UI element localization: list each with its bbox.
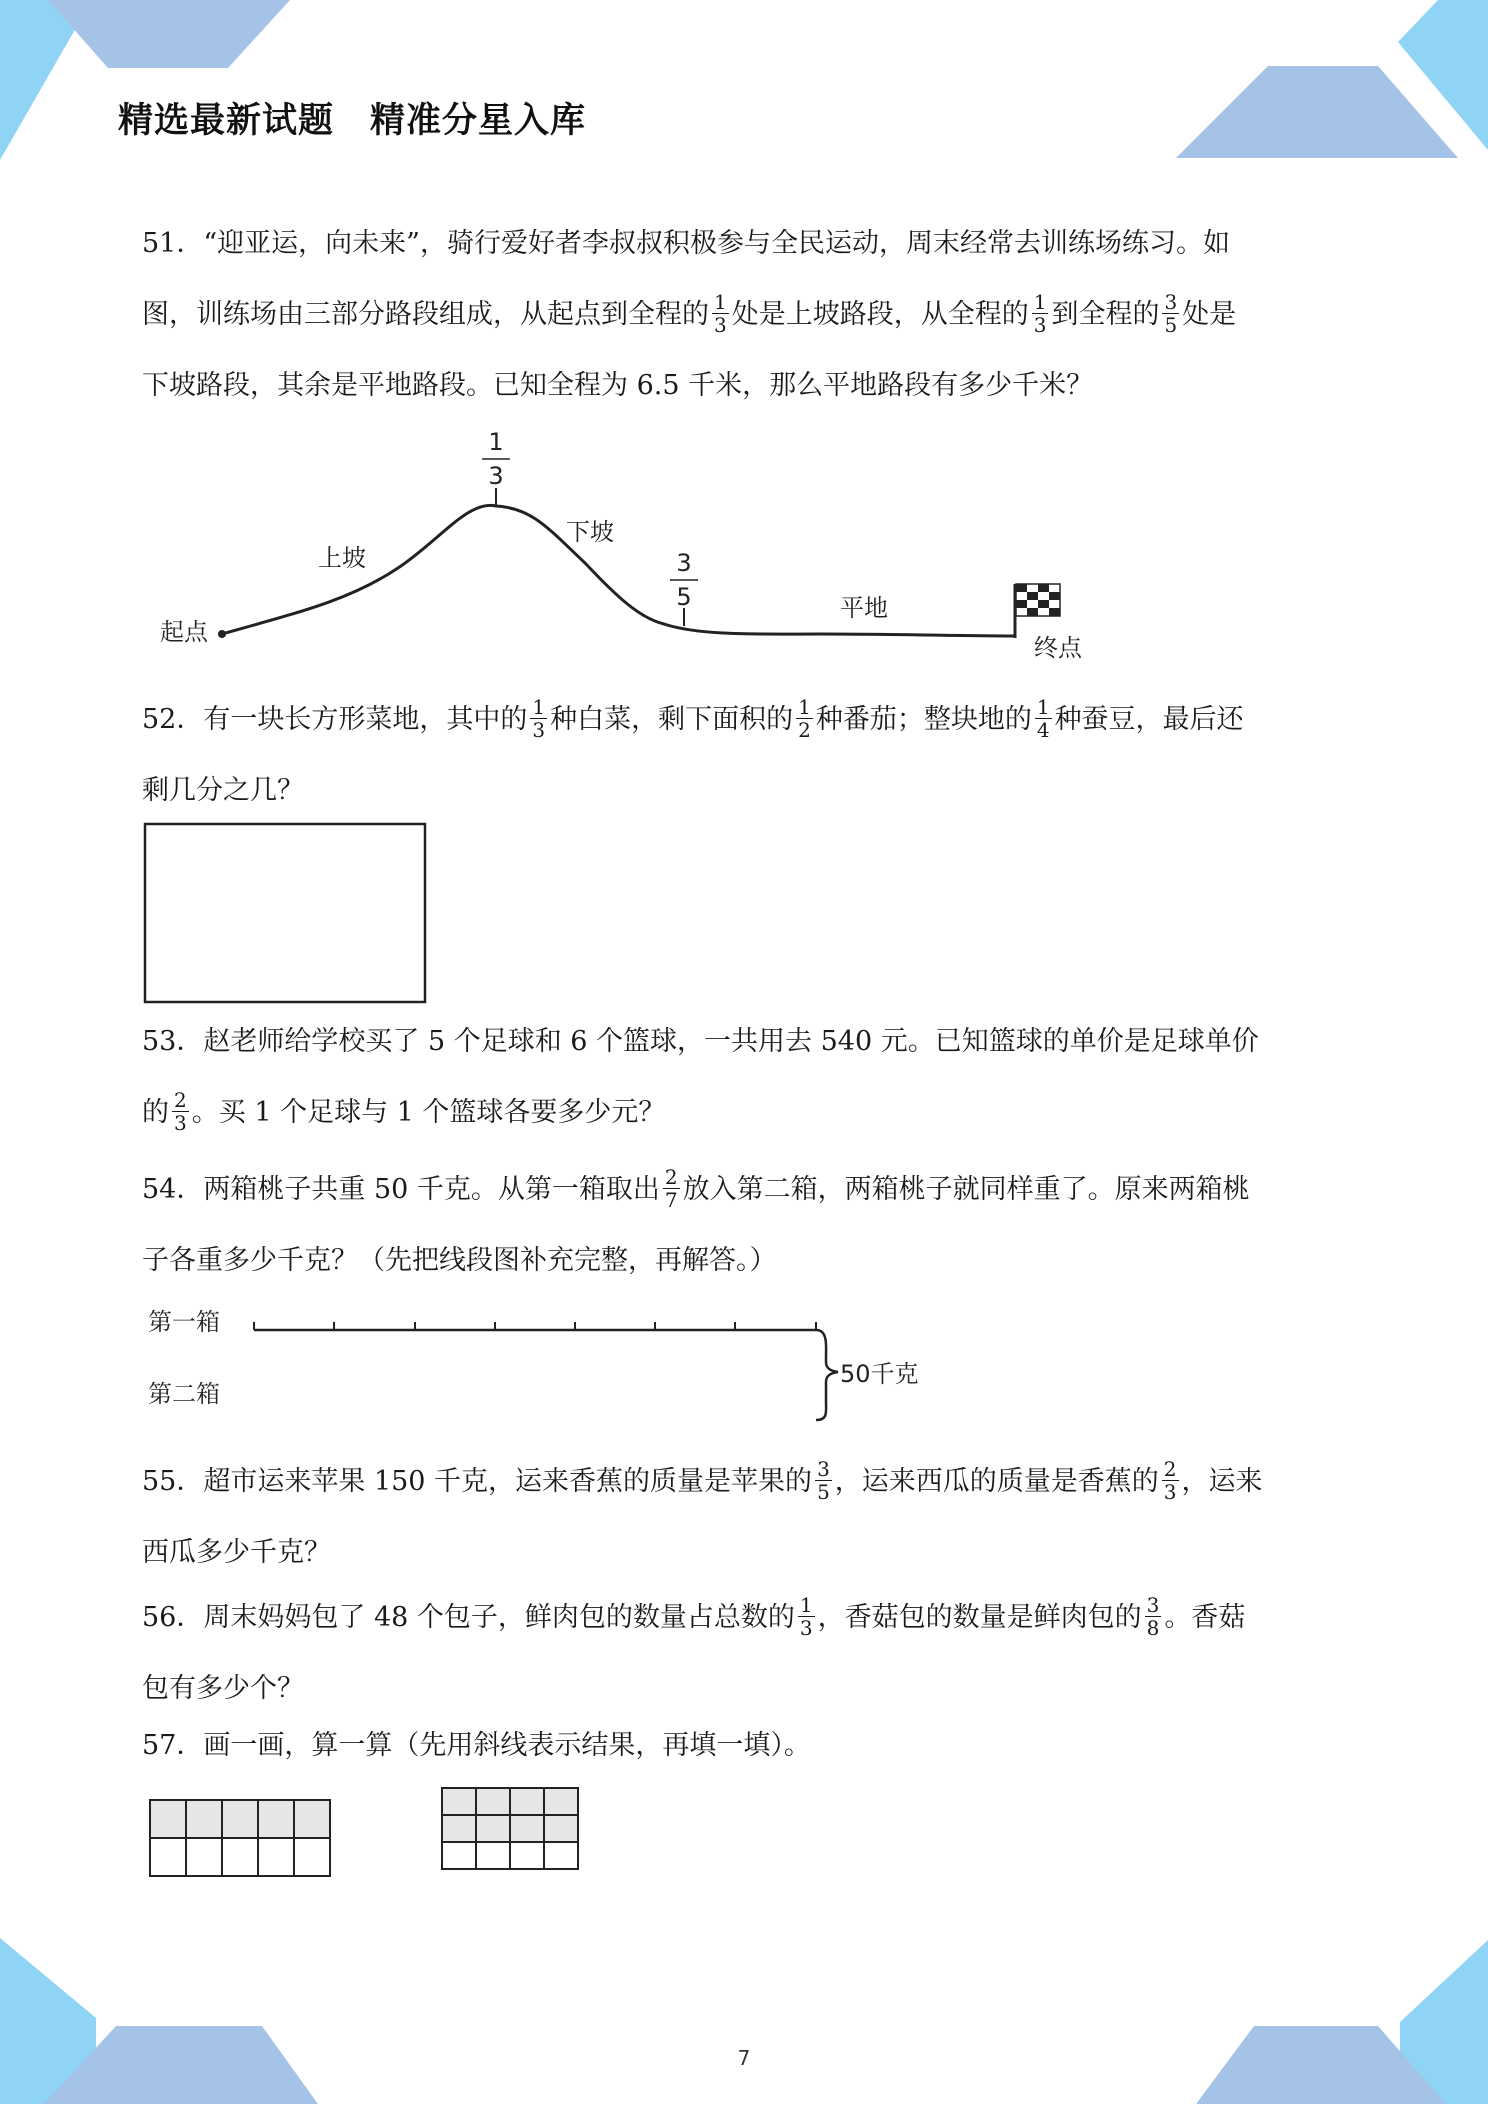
finish-label: 终点 (1034, 634, 1082, 662)
flat-label: 平地 (840, 594, 888, 622)
fraction: $\frac{2}{3}$ (1163, 1457, 1177, 1504)
fraction: $\frac{2}{3}$ (174, 1088, 187, 1135)
question-56-line-1: 56．周末妈妈包了 48 个包子，鲜肉包的数量占总数的 $\frac{1}{3}$ ，香菇包的数量是鲜肉包的 $\frac{3}{8}$ 。香菇 (142, 1593, 1246, 1640)
fraction: $\frac{1}{2}$ (798, 695, 811, 742)
peak-fraction-numerator: 1 (488, 428, 504, 456)
fraction: $\frac{1}{4}$ (1036, 695, 1050, 742)
question-53-line-1: 53．赵老师给学校买了 5 个足球和 6 个篮球，一共用去 540 元。已知篮球的单价是足球单价 (142, 1026, 1259, 1057)
top-right-mid-trapezoid (1176, 66, 1458, 158)
fraction: $\frac{2}{7}$ (664, 1165, 678, 1212)
box-two-label: 第二箱 (148, 1380, 220, 1408)
fraction: $\frac{3}{5}$ (1164, 290, 1178, 337)
question-53-line-2: 的 $\frac{2}{3}$ 。买 1 个足球与 1 个篮球各要多少元？ (142, 1088, 666, 1135)
start-label: 起点 (160, 618, 208, 646)
fraction: $\frac{3}{5}$ (817, 1457, 830, 1504)
question-52-line-2: 剩几分之几？ (142, 775, 304, 806)
question-55-line-1: 55．超市运来苹果 150 千克，运来香蕉的质量是苹果的 $\frac{3}{5}$ ，运来西瓜的质量是香蕉的 $\frac{2}{3}$ ，运来 (142, 1457, 1263, 1504)
downhill-label: 下坡 (566, 518, 614, 546)
question-52-line-1: 52．有一块长方形菜地，其中的 $\frac{1}{3}$ 种白菜，剩下面积的 $\frac{1}{2}$ 种番茄；整块地的 $\frac{1}{4}$ 种蚕豆，最后还 (142, 695, 1244, 742)
question-54-line-2: 子各重多少千克？（先把线段图补充完整，再解答。） (142, 1245, 777, 1276)
question-55-line-2: 西瓜多少千克？ (142, 1537, 331, 1568)
question-54-line-1: 54．两箱桃子共重 50 千克。从第一箱取出 $\frac{2}{7}$ 放入第二箱，两箱桃子就同样重了。原来两箱桃 (142, 1165, 1250, 1212)
fraction: $\frac{3}{8}$ (1146, 1593, 1160, 1640)
question-56-line-2: 包有多少个？ (142, 1673, 304, 1704)
fraction: $\frac{1}{3}$ (799, 1593, 813, 1640)
fraction: $\frac{1}{3}$ (714, 290, 727, 337)
downhill-fraction-numerator: 3 (676, 549, 692, 577)
downhill-fraction-denominator: 5 (676, 583, 692, 611)
question-57-line-1: 57．画一画，算一算（先用斜线表示结果，再填一填）。 (142, 1730, 811, 1761)
question-51-line-2: 图，训练场由三部分路段组成，从起点到全程的 $\frac{1}{3}$ 处是上坡路段，从全程的 $\frac{1}{3}$ 到全程的 $\frac{3}{5}$ 处是 (142, 290, 1237, 337)
question-51-line-3: 下坡路段，其余是平地路段。已知全程为 6.5 千米，那么平地路段有多少千米？ (142, 370, 1094, 401)
uphill-label: 上坡 (318, 544, 366, 572)
peak-fraction-denominator: 3 (488, 462, 504, 490)
top-left-mid-band (48, 0, 290, 68)
header-title: 精选最新试题 精准分星入库 (118, 101, 587, 141)
fraction: $\frac{1}{3}$ (1033, 290, 1047, 337)
question-51-line-1: 51．“迎亚运，向未来”，骑行爱好者李叔叔积极参与全民运动，周末经常去训练场练习。如 (142, 228, 1230, 259)
total-weight-label: 50千克 (840, 1360, 919, 1388)
fraction: $\frac{1}{3}$ (532, 695, 546, 742)
page-number: 7 (737, 2046, 751, 2070)
box-one-label: 第一箱 (148, 1308, 220, 1336)
